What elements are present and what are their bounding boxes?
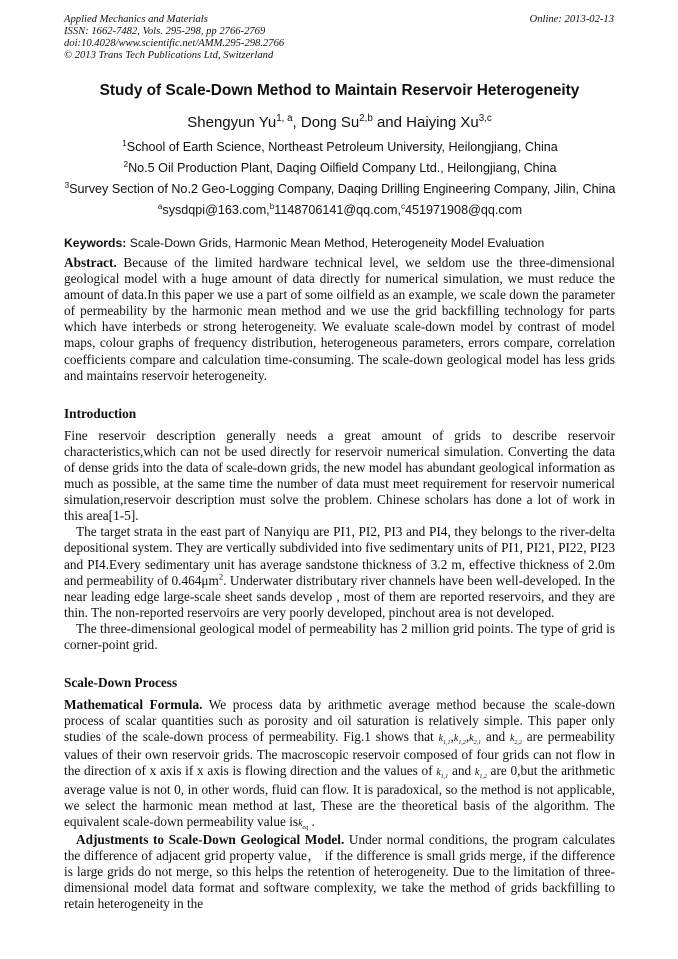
author-sep: and <box>372 114 407 131</box>
online-date: Online: 2013-02-13 <box>529 14 614 25</box>
and: and <box>481 729 510 745</box>
copyright: © 2013 Trans Tech Publications Ltd, Switzerland <box>64 50 274 61</box>
k-sub: 2,2 <box>514 740 522 747</box>
p2-sup: 2 <box>218 571 224 582</box>
keywords-text: Scale-Down Grids, Harmonic Mean Method, Heterogeneity Model Evaluation <box>126 236 545 250</box>
section-heading: Scale-Down Process <box>64 675 178 691</box>
k12-symbol <box>474 767 487 781</box>
adjustments-paragraph <box>64 832 615 912</box>
aff-sup: 3 <box>64 180 70 190</box>
k21-symbol <box>469 733 482 747</box>
p2-text: . Underwater distributary river channels have been well-developed. In the near leading edge large-scale sheet sands develop , most of them are reported reservoirs, and they are thin. The non-reported reservoirs are very poorly developed, pinchout area is not developed. <box>64 572 616 620</box>
email: 451971908@qq.com <box>405 203 523 217</box>
comma: , <box>450 729 454 745</box>
math-text: . <box>308 813 315 829</box>
k: k <box>438 733 444 745</box>
p2-text: The target strata in the east part of Nanyiqu are PI1, PI2, PI3 and PI4, they belongs to the river-delta depositional system. They are vertically subdivided into five sedimentary units of PI1, PI21, PI22, PI23 and PI4.Every sedimentary unit has average sandstone thickness of 3.2 m, effective thickness of 2.0m and permeability of 0.464μm <box>64 524 615 588</box>
comma: , <box>465 729 470 745</box>
email-sup: c <box>400 201 406 211</box>
k: k <box>436 767 441 779</box>
k11-symbol <box>436 767 449 781</box>
affiliation <box>50 137 630 158</box>
k: k <box>474 767 480 779</box>
authors <box>64 113 615 133</box>
page-body <box>64 0 615 912</box>
keq-symbol <box>298 818 308 829</box>
intro-paragraph: The three-dimensional geological model of permeability has 2 million grid points. The type of grid is corner-point grid. <box>64 620 615 652</box>
math-text: are 0,but the arithmetic average value is not 0, in other words, fluid can flow. It is paradoxical, so the method is not applicable, we select the harmonic mean method at last, These are the theoretical basis of the algorithm. The equivalent scale-down permeability value is <box>64 763 616 829</box>
emails <box>50 200 630 221</box>
abstract <box>64 255 615 384</box>
affiliation <box>50 158 630 179</box>
k22-symbol <box>509 733 522 747</box>
author-sep: , <box>292 114 301 131</box>
keywords-label: Keywords: <box>64 236 127 250</box>
k: k <box>509 733 515 745</box>
k: k <box>453 733 459 745</box>
email: 1148706141@qq.com, <box>274 203 401 217</box>
math-text: We process data by arithmetic average method because the scale-down process of scalar quantities such as porosity and oil saturation is relatively simple. This paper only studies of the scale-down process of permeability. Fig.1 shows that <box>64 697 615 745</box>
k-sub: 1,2 <box>479 774 487 781</box>
section-heading: Introduction <box>64 405 137 421</box>
author-sup: 1, a <box>276 113 293 124</box>
issn: ISSN: 1662-7482, Vols. 295-298, pp 2766-2769 <box>64 26 266 37</box>
author: Shengyun Yu <box>187 114 277 131</box>
aff-text: No.5 Oil Production Plant, Daqing Oilfield Company Ltd., Heilongjiang, China <box>128 161 557 175</box>
keywords <box>64 235 615 251</box>
email-sup: b <box>269 201 275 211</box>
author: Haiying Xu <box>406 114 479 131</box>
and: and <box>448 763 475 779</box>
affiliation <box>50 179 630 200</box>
aff-text: Survey Section of No.2 Geo-Logging Company, Daqing Drilling Engineering Company, Jilin, China <box>69 182 616 196</box>
abstract-label: Abstract. <box>64 255 117 270</box>
k11-symbol <box>438 733 451 747</box>
adj-text: Under normal conditions, the program calculates the difference of adjacent grid property value， if the difference is small grids merge, if the difference is large grids do not merge, so this helps the retention of heterogeneity. Due to the limitation of three-dimensional model data format and software complexity, we take the method of grids backfilling to retain heterogeneity in the <box>64 831 616 912</box>
aff-sup: 2 <box>123 159 129 169</box>
k-sub: 2,1 <box>473 740 482 747</box>
intro-paragraph: Fine reservoir description generally needs a great amount of grids to describe reservoir characteristics,which can not be used directly for reservoir numerical simulation. Converting the data of dense grids into the data of scale-down grids, the new model has abundant geological information as much as possible, at the same time the number of data must meet requirement for reservoir numerical simulation,reservoir description must solve the problem. Chinese scholars has done a lot of work in this area[1-5]. <box>64 427 615 524</box>
email-sup: a <box>157 201 163 211</box>
k: k <box>298 817 303 829</box>
adj-label: Adjustments to Scale-Down Geological Model. <box>76 831 345 847</box>
intro-paragraph <box>64 524 615 621</box>
math-label: Mathematical Formula. <box>64 697 203 713</box>
k-sub: eq <box>302 824 309 831</box>
k-sub: 1,1 <box>443 740 451 747</box>
math-text: are permeability values of their own reservoir grids. The macroscopic reservoir composed of four grids can not flow in the direction of x axis if x axis is flowing direction and the values of <box>64 729 615 779</box>
abstract-text: Because of the limited hardware technical level, we seldom use the three-dimensional geological model with a huge amount of data directly for numerical simulation, we must reduce the amount of data.In this paper we use a part of some oilfield as an example, we scale down the parameter of permeability by the harmonic mean method and we use the grid backfilling technology for parts which have interbeds or strong heterogeneity. We evaluate scale-down model by contrast of model maps, colour graphs of frequency distribution, heterogeneous parameters, errors compare, correlation coefficients compare and calculation time-consuming. The scale-down geological model has less grids and maintains reservoir heterogeneity. <box>64 255 615 383</box>
aff-sup: 1 <box>122 138 127 148</box>
k12-symbol <box>453 733 466 747</box>
paper-title: Study of Scale-Down Method to Maintain Reservoir Heterogeneity <box>99 82 580 99</box>
author-sup: 3,c <box>478 113 492 124</box>
aff-text: School of Earth Science, Northeast Petroleum University, Heilongjiang, China <box>126 140 558 154</box>
k-sub: 1,2 <box>458 740 466 747</box>
doi: doi:10.4028/www.scientific.net/AMM.295-298.2766 <box>64 38 285 49</box>
author-sup: 2,b <box>359 113 373 124</box>
k-sub: 1,1 <box>440 774 449 781</box>
journal-name: Applied Mechanics and Materials <box>64 14 208 25</box>
k: k <box>469 733 474 745</box>
math-paragraph <box>64 697 615 832</box>
email: sysdqpi@163.com, <box>162 203 270 217</box>
author: Dong Su <box>300 114 360 131</box>
